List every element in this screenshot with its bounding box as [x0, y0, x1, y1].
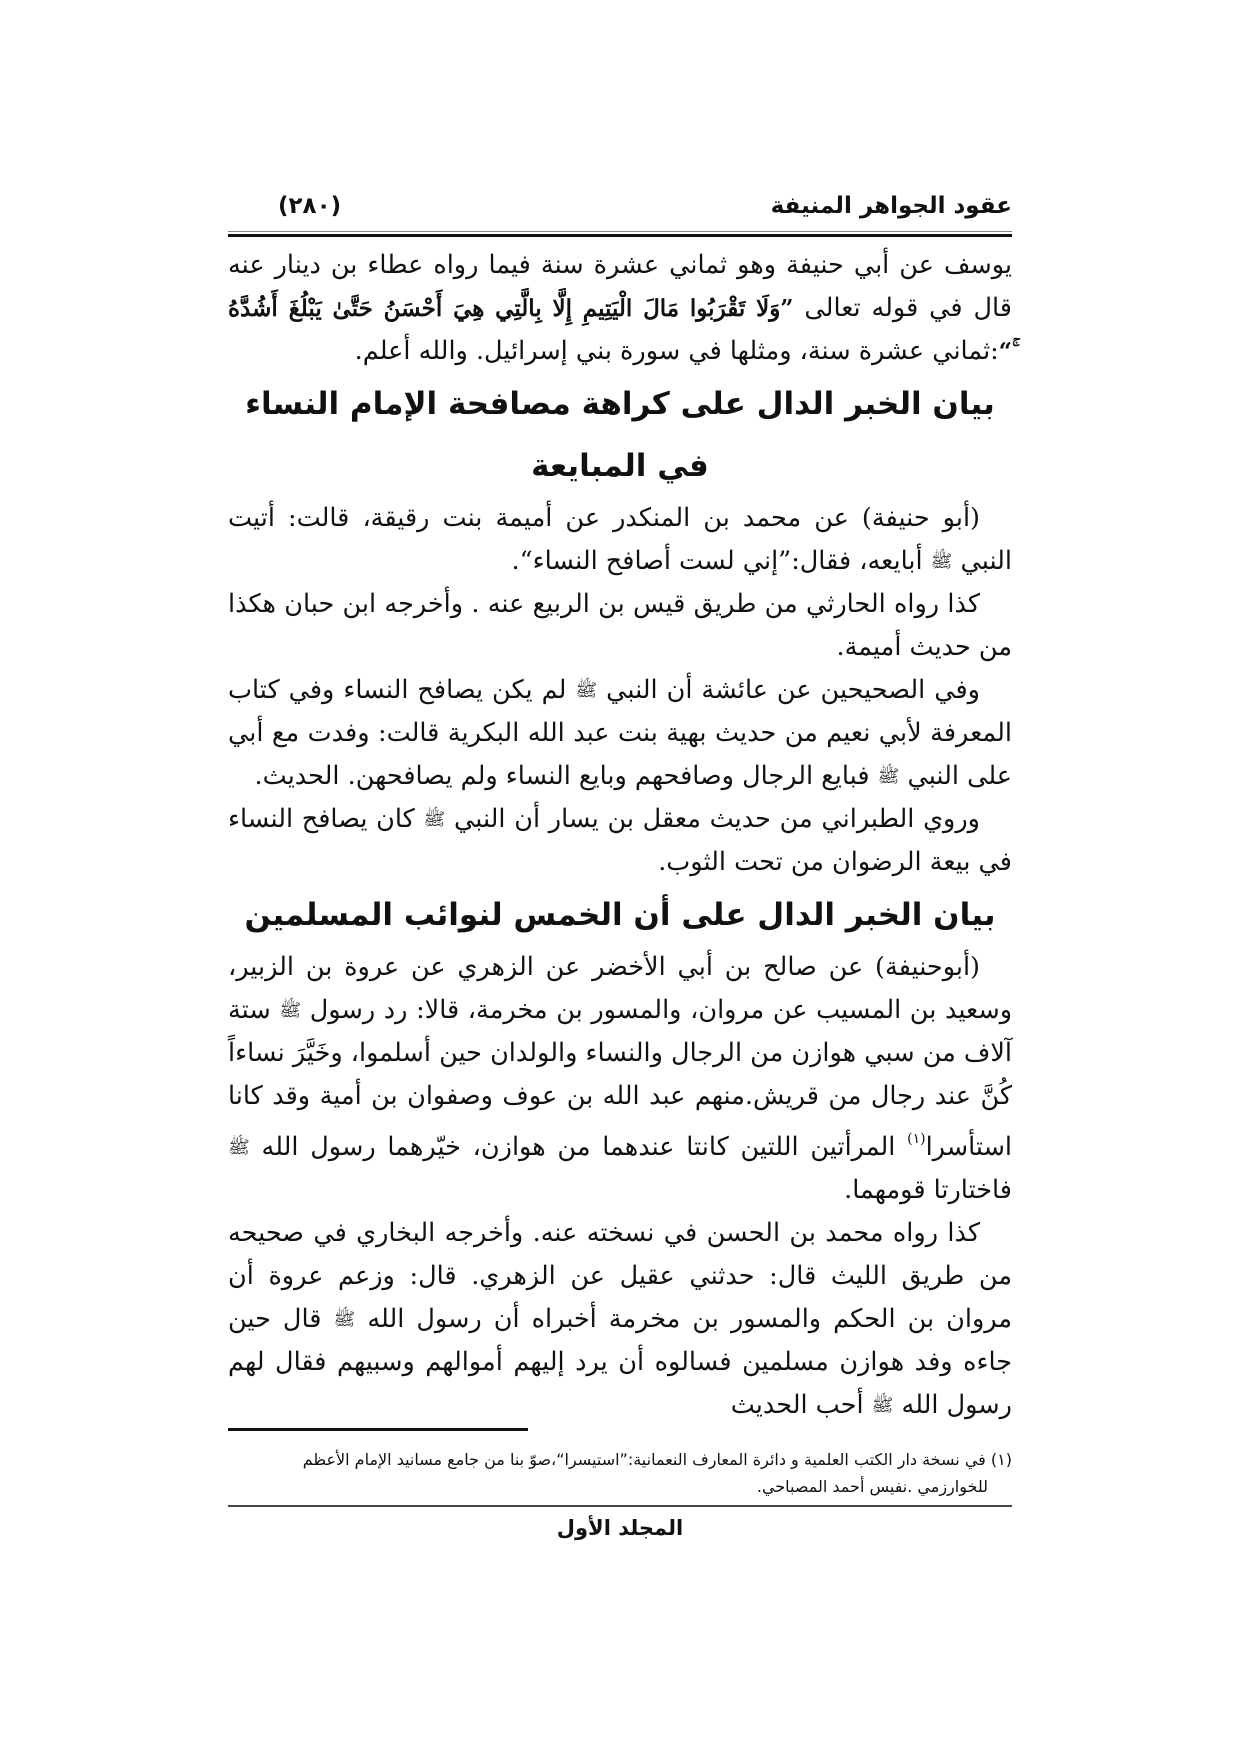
- footnotes: [228, 1446, 1012, 1500]
- page-number: (٢٨٠): [278, 193, 342, 219]
- paragraph: [228, 583, 1012, 669]
- footnote-marker: (١): [990, 1450, 1012, 1469]
- paragraph-text: كان يصافح النساء في بيعة الرضوان من تحت الثوب.: [228, 804, 1012, 877]
- section-heading-handshake: بيان الخبر الدال على كراهة مصافحة الإمام النساء في المبايعة: [245, 386, 995, 484]
- paragraph-text: وروي الطبراني من حديث معقل بن يسار أن النبي: [454, 804, 980, 834]
- paragraph-text: أبايعه، فقال:”إني لست أصافح النساء“.: [511, 546, 923, 576]
- paragraph: [228, 497, 1012, 583]
- header-double-rule: [228, 231, 1012, 237]
- footnote-reference[interactable]: (١): [907, 1131, 926, 1147]
- paragraph: [228, 798, 1012, 884]
- book-page: [228, 0, 1012, 1754]
- continuation-text: يوسف عن أبي حنيفة وهو ثماني عشرة سنة فيما رواه عطاء بن دينار عنه قال في قوله تعالى: [228, 250, 1012, 323]
- volume-label: المجلد الأول: [556, 1516, 684, 1540]
- salla-honorific-icon: ﷺ: [423, 809, 446, 830]
- paragraph-text: وفي الصحيحين عن عائشة أن النبي: [606, 675, 980, 705]
- paragraph: [228, 1212, 1012, 1427]
- main-text: [228, 244, 1012, 1427]
- paragraph-text: فاختارتا قومهما.: [844, 1175, 1012, 1205]
- section-heading-khumus: بيان الخبر الدال على أن الخمس لنوائب المسلمين: [244, 897, 996, 933]
- continuation-text-end: :ثماني عشرة سنة، ومثلها في سورة بني إسرائيل. والله أعلم.: [354, 336, 999, 366]
- footnote-text: في نسخة دار الكتب العلمية و دائرة المعارف النعمانية:”استيسرا“،صوّ بنا من جامع مسانيد الإمام الأعظم: [302, 1450, 986, 1469]
- salla-honorific-icon: ﷺ: [333, 1309, 356, 1330]
- paragraph: [228, 946, 1012, 1212]
- book-title: عقود الجواهر المنيفة: [770, 193, 1012, 219]
- salla-honorific-icon: ﷺ: [871, 1395, 894, 1416]
- quran-quote: ”وَلَا تَقْرَبُوا مَالَ الْيَتِيمِ إِلَّا بِالَّتِي هِيَ أَحْسَنُ حَتَّىٰ يَبْلُغَ أَشُدَّهُ ۚ“: [228, 295, 1012, 365]
- salla-honorific-icon: ﷺ: [877, 766, 900, 787]
- running-head: [228, 186, 1012, 226]
- paragraph-text: ستة آلاف من سبي هوازن من الرجال والنساء والولدان حين أسلموا، وخَيَّرَ نساءاً كُنَّ عند رجال من قريش.منهم عبد الله بن عوف وصفوان بن أمية وقد كانا استأسرا: [228, 995, 1013, 1162]
- paragraph-text: كذا رواه الحارثي من طريق قيس بن الربيع عنه . وأخرجه ابن حبان هكذا من حديث أميمة.: [228, 589, 1012, 662]
- footer-rule: [228, 1505, 1012, 1507]
- paragraph-text: المرأتين اللتين كانتا عندهما من هوازن، خيّرهما رسول الله: [261, 1132, 896, 1162]
- paragraph-text: لم يكن يصافح النساء وفي كتاب المعرفة لأبي نعيم من حديث بهية بنت عبد الله البكرية قالت: وفدت مع أبي على النبي: [228, 675, 1012, 791]
- paragraph-text: (أبوحنيفة) عن صالح بن أبي الأخضر عن الزهري عن عروة بن الزبير، وسعيد بن المسيب عن مروان، والمسور بن مخرمة، قالا: رد رسول: [228, 952, 1013, 1025]
- paragraph-text: كذا رواه محمد بن الحسن في نسخته عنه. وأخرجه البخاري في صحيحه من طريق الليث قال: حدثني عقيل عن الزهري. قال: وزعم عروة أن مروان بن الحكم والمسور بن مخرمة أخبراه أن رسول الله: [228, 1218, 1013, 1334]
- continuation-paragraph: [228, 244, 1012, 373]
- paragraph: [228, 669, 1012, 798]
- paragraph-text: قال حين جاءه وفد هوازن مسلمين فسالوه أن يرد إليهم أموالهم وسبيهم فقال لهم رسول الله: [228, 1304, 1012, 1420]
- salla-honorific-icon: ﷺ: [279, 1000, 302, 1021]
- salla-honorific-icon: ﷺ: [930, 551, 953, 572]
- footnote-item: [228, 1446, 1012, 1473]
- footnote-text: للخوارزمي .نفيس أحمد المصباحي.: [756, 1477, 988, 1496]
- paragraph-text: فبايع الرجال وصافحهم وبايع النساء ولم يصافحهن. الحديث.: [254, 761, 870, 791]
- paragraph-text: (أبو حنيفة) عن محمد بن المنكدر عن أميمة بنت رقيقة، قالت: أتيت النبي: [228, 503, 1012, 576]
- footnote-separator: [228, 1428, 528, 1431]
- footnote-continuation: [228, 1473, 1012, 1500]
- salla-honorific-icon: ﷺ: [575, 680, 598, 701]
- salla-honorific-icon: ﷺ: [228, 1137, 250, 1158]
- paragraph-text: أحب الحديث: [730, 1390, 864, 1420]
